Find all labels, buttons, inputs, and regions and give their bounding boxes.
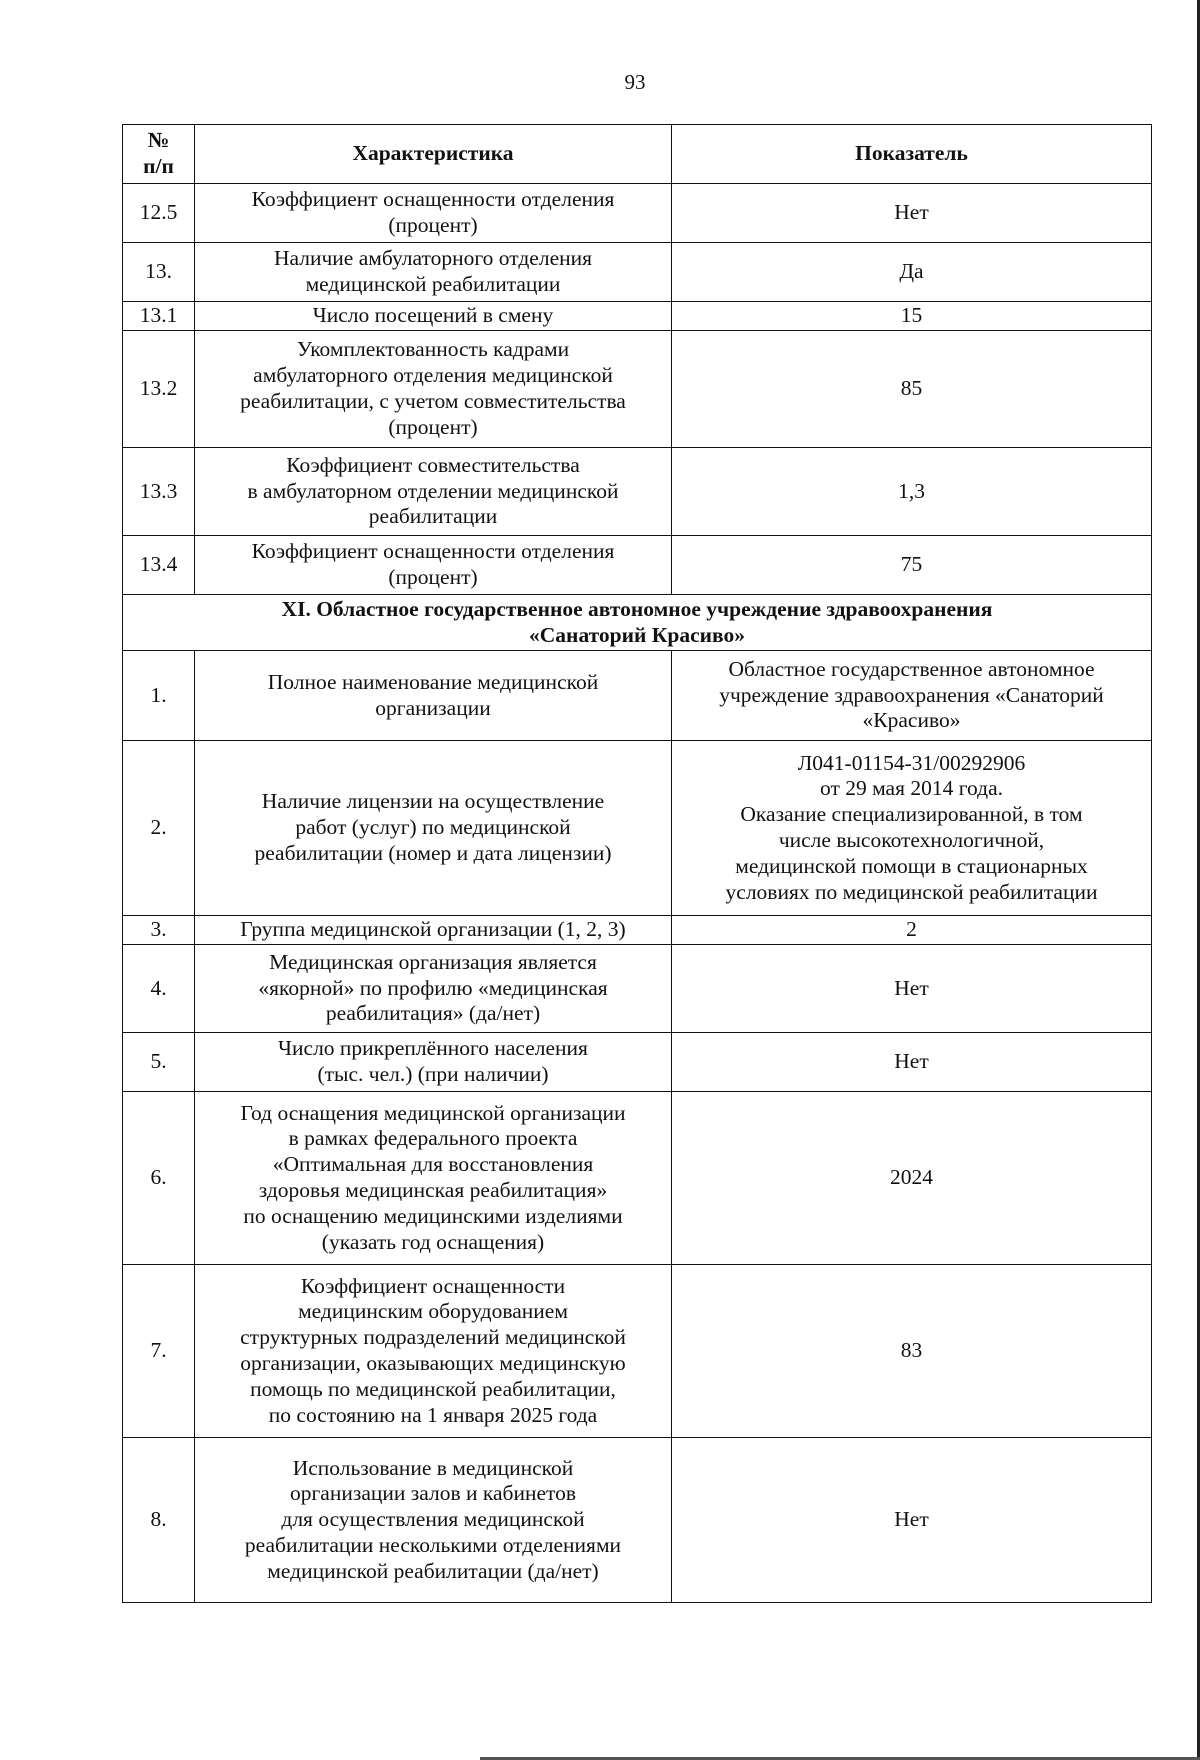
row-characteristic: Число прикреплённого населения (тыс. чел.) (при наличии) [195,1033,672,1092]
row-indicator: Нет [672,184,1152,243]
characteristics-table [122,124,1152,1603]
header-num: № п/п [123,125,195,184]
table-row [123,302,1152,331]
row-characteristic: Год оснащения медицинской организации в рамках федерального проекта «Оптимальная для восстановления здоровья медицинская реабилитация» по оснащению медицинскими изделиями (указать год оснащения) [195,1092,672,1265]
row-indicator: Нет [672,1438,1152,1603]
row-num: 12.5 [123,184,195,243]
header-indicator: Показатель [672,125,1152,184]
row-num: 2. [123,741,195,916]
row-indicator: Нет [672,945,1152,1033]
row-characteristic: Использование в медицинской организации залов и кабинетов для осуществления медицинской реабилитации несколькими отделениями медицинской реабилитации (да/нет) [195,1438,672,1603]
page-number: 93 [624,70,646,94]
row-characteristic: Наличие лицензии на осуществление работ (услуг) по медицинской реабилитации (номер и дата лицензии) [195,741,672,916]
row-num: 13.3 [123,448,195,536]
table-header-row [123,125,1152,184]
row-indicator: 83 [672,1265,1152,1438]
row-indicator: Да [672,243,1152,302]
row-num: 7. [123,1265,195,1438]
row-num: 13. [123,243,195,302]
row-characteristic: Коэффициент совместительства в амбулаторном отделении медицинской реабилитации [195,448,672,536]
row-num: 3. [123,916,195,945]
row-num: 8. [123,1438,195,1603]
row-indicator: 2024 [672,1092,1152,1265]
table-row [123,1438,1152,1603]
row-num: 13.2 [123,331,195,448]
row-indicator: 75 [672,536,1152,595]
row-num: 6. [123,1092,195,1265]
row-num: 13.1 [123,302,195,331]
table-row [123,536,1152,595]
row-indicator: Областное государственное автономное учреждение здравоохранения «Санаторий «Красиво» [672,651,1152,741]
row-characteristic: Коэффициент оснащенности отделения (процент) [195,536,672,595]
section-header-row [123,595,1152,651]
table-row [123,1265,1152,1438]
row-characteristic: Укомплектованность кадрами амбулаторного отделения медицинской реабилитации, с учетом совместительства (процент) [195,331,672,448]
section-title: XI. Областное государственное автономное учреждение здравоохранения «Санаторий Красиво» [123,595,1152,651]
table-row [123,1033,1152,1092]
row-characteristic: Число посещений в смену [195,302,672,331]
table-row [123,243,1152,302]
row-characteristic: Полное наименование медицинской организации [195,651,672,741]
row-characteristic: Коэффициент оснащенности отделения (процент) [195,184,672,243]
table-row [123,184,1152,243]
table-row [123,1092,1152,1265]
row-indicator: Нет [672,1033,1152,1092]
table-row [123,448,1152,536]
row-indicator: 15 [672,302,1152,331]
table-row [123,331,1152,448]
row-indicator: 1,3 [672,448,1152,536]
table-row [123,741,1152,916]
header-characteristic: Характеристика [195,125,672,184]
row-num: 13.4 [123,536,195,595]
table-row [123,945,1152,1033]
row-indicator: 2 [672,916,1152,945]
row-characteristic: Наличие амбулаторного отделения медицинской реабилитации [195,243,672,302]
row-num: 1. [123,651,195,741]
row-characteristic: Медицинская организация является «якорной» по профилю «медицинская реабилитация» (да/нет) [195,945,672,1033]
table-row [123,651,1152,741]
row-indicator: Л041-01154-31/00292906 от 29 мая 2014 года. Оказание специализированной, в том числе высокотехнологичной, медицинской помощи в стационарных условиях по медицинской реабилитации [672,741,1152,916]
row-characteristic: Коэффициент оснащенности медицинским оборудованием структурных подразделений медицинской организации, оказывающих медицинскую помощь по медицинской реабилитации, по состоянию на 1 января 2025 года [195,1265,672,1438]
row-num: 4. [123,945,195,1033]
table-row [123,916,1152,945]
row-characteristic: Группа медицинской организации (1, 2, 3) [195,916,672,945]
row-indicator: 85 [672,331,1152,448]
row-num: 5. [123,1033,195,1092]
